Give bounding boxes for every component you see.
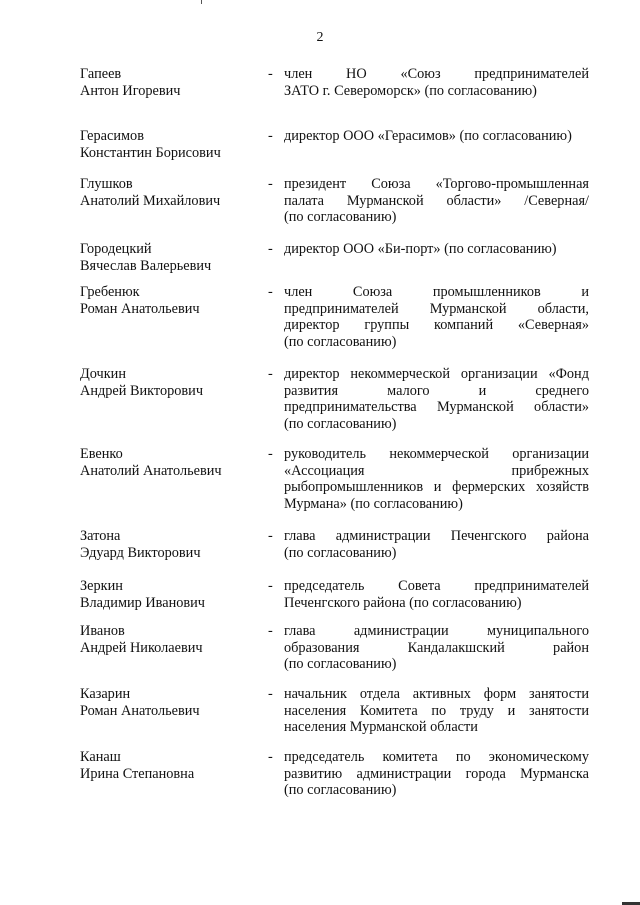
dash-separator: - (268, 176, 273, 192)
member-name: Иванов Андрей Николаевич (80, 623, 203, 656)
member-role: президент Союза «Торгово-промышленная палата Мурманской области» /Северная/ (по согласованию) (284, 176, 589, 225)
dash-separator: - (268, 284, 273, 300)
dash-separator: - (268, 749, 273, 765)
dash-separator: - (268, 366, 273, 382)
list-item (0, 176, 640, 241)
list-item (0, 623, 640, 686)
dash-separator: - (268, 241, 273, 257)
list-item (0, 446, 640, 528)
member-name: Казарин Роман Анатольевич (80, 686, 200, 719)
list-item (0, 578, 640, 623)
member-name: Герасимов Константин Борисович (80, 128, 221, 161)
member-role: глава администрации Печенгского района (по согласованию) (284, 528, 589, 561)
dash-separator: - (268, 528, 273, 544)
list-item (0, 528, 640, 578)
member-role: начальник отдела активных форм занятости населения Комитета по труду и занятости населения Мурманской области (284, 686, 589, 735)
member-role: член Союза промышленников и предпринимателей Мурманской области, директор группы компаний «Северная» (по согласованию) (284, 284, 589, 350)
member-name: Глушков Анатолий Михайлович (80, 176, 221, 209)
member-role: глава администрации муниципального образования Кандалакшский район (по согласованию) (284, 623, 589, 672)
list-item (0, 749, 640, 812)
member-role: директор ООО «Би-порт» (по согласованию) (284, 241, 557, 257)
list-item (0, 241, 640, 284)
member-role: председатель Совета предпринимателей Печенгского района (по согласованию) (284, 578, 589, 611)
member-role: директор некоммерческой организации «Фонд развития малого и среднего предпринимательства Мурманской области» (по согласованию) (284, 366, 589, 432)
list-item (0, 128, 640, 176)
member-name: Канаш Ирина Степановна (80, 749, 195, 782)
member-name: Гребенюк Роман Анатольевич (80, 284, 200, 317)
member-name: Затона Эдуард Викторович (80, 528, 201, 561)
dash-separator: - (268, 623, 273, 639)
member-role: председатель комитета по экономическому развитию администрации города Мурманска (по согласованию) (284, 749, 589, 798)
list-item (0, 686, 640, 749)
list-item (0, 366, 640, 446)
list-item (0, 66, 640, 128)
list-item (0, 284, 640, 366)
member-role: руководитель некоммерческой организации «Ассоциация прибрежных рыбопромышленников и фермерских хозяйств Мурмана» (по согласованию) (284, 446, 589, 512)
dash-separator: - (268, 128, 273, 144)
page-number: 2 (316, 30, 324, 45)
scan-mark (201, 0, 202, 4)
dash-separator: - (268, 686, 273, 702)
dash-separator: - (268, 66, 273, 82)
member-role: директор ООО «Герасимов» (по согласованию) (284, 128, 572, 144)
member-role: член НО «Союз предпринимателей ЗАТО г. Североморск» (по согласованию) (284, 66, 589, 99)
dash-separator: - (268, 578, 273, 594)
member-name: Дочкин Андрей Викторович (80, 366, 204, 399)
dash-separator: - (268, 446, 273, 462)
member-name: Городецкий Вячеслав Валерьевич (80, 241, 212, 274)
member-name: Гапеев Антон Игоревич (80, 66, 181, 99)
member-name: Евенко Анатолий Анатольевич (80, 446, 222, 479)
members-list (0, 66, 640, 812)
member-name: Зеркин Владимир Иванович (80, 578, 205, 611)
